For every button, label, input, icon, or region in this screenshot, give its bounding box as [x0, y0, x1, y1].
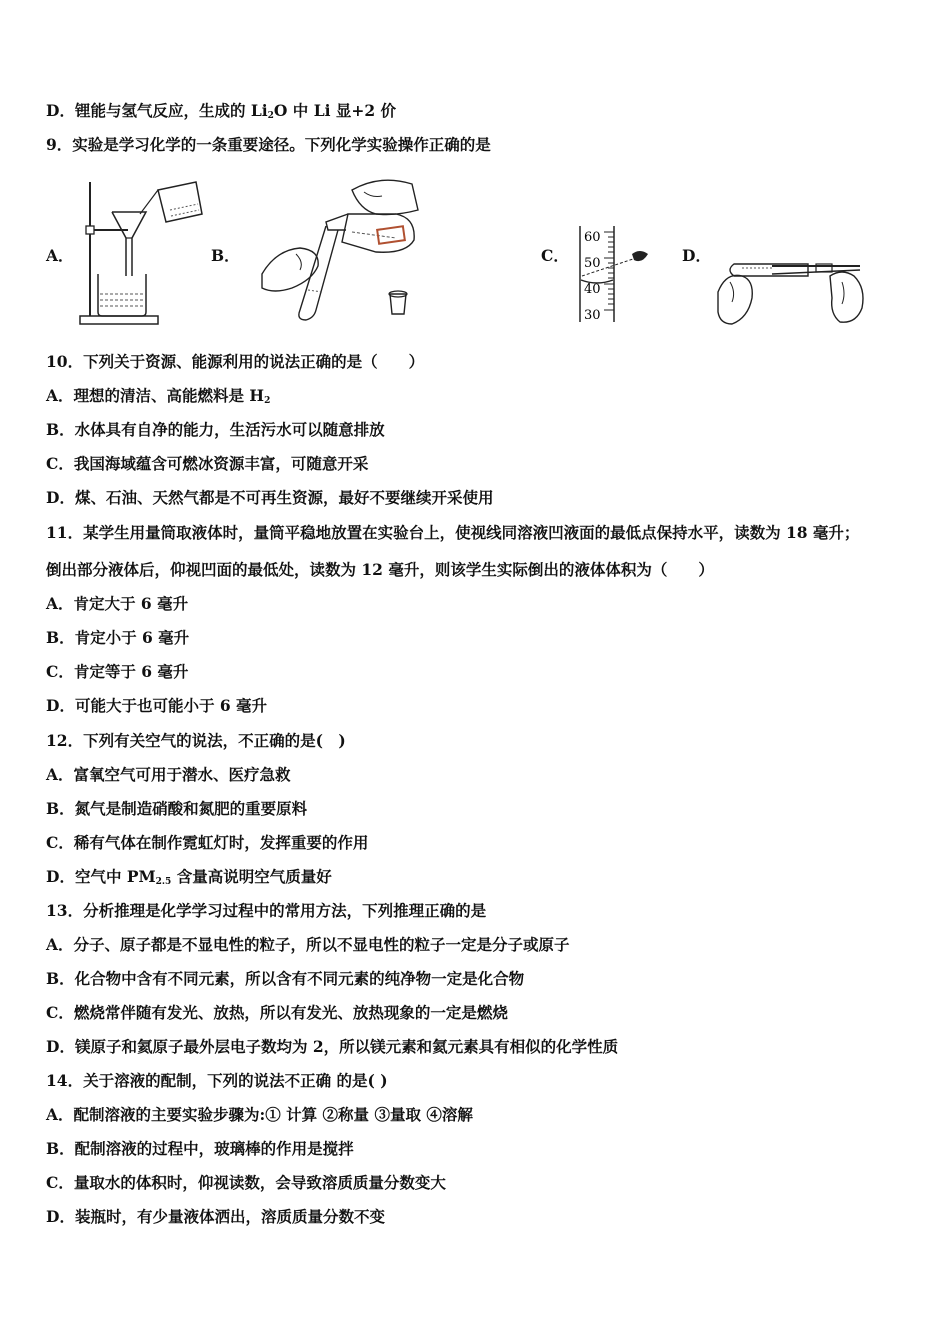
- q8-option-d: D．锂能与氢气反应，生成的 $Li_2O$ 中 Li 显+2 价: [46, 101, 397, 121]
- cylinder-tick-50: 50: [584, 256, 601, 271]
- q14-option-d: D．装瓶时，有少量液体洒出，溶质质量分数不变: [46, 1207, 385, 1226]
- q11-option-d: D．可能大于也可能小于 6 毫升: [46, 696, 268, 715]
- q11-option-b: B．肯定小于 6 毫升: [46, 628, 190, 647]
- q10-option-a: A．理想的清洁、高能燃料是 $H_2$: [46, 386, 271, 406]
- pouring-liquid-figure: [256, 170, 426, 322]
- q10-option-d: D．煤、石油、天然气都是不可再生资源，最好不要继续开采使用: [46, 488, 494, 507]
- q12-stem: 12．下列有关空气的说法，不正确的是( ): [46, 731, 346, 750]
- q12-option-c: C．稀有气体在制作霓虹灯时，发挥重要的作用: [46, 833, 369, 852]
- q11-option-a: A．肯定大于 6 毫升: [46, 594, 189, 613]
- q9-label-b: B．: [211, 246, 240, 265]
- q9-label-d: D．: [682, 246, 711, 265]
- q13-option-a: A．分子、原子都是不显电性的粒子，所以不显电性的粒子一定是分子或原子: [46, 935, 570, 954]
- cylinder-tick-40: 40: [584, 282, 601, 297]
- filtration-apparatus-figure: [74, 176, 210, 328]
- cylinder-tick-30: 30: [584, 308, 601, 323]
- heating-test-tube-figure: [712, 252, 872, 328]
- q9-stem: 9．实验是学习化学的一条重要途径。下列化学实验操作正确的是: [46, 135, 491, 154]
- q12-option-a: A．富氧空气可用于潜水、医疗急救: [46, 765, 291, 784]
- q14-option-a: A．配制溶液的主要实验步骤为:① 计算 ②称量 ③量取 ④溶解: [46, 1105, 473, 1124]
- q11-stem-line2: 倒出部分液体后，仰视凹面的最低处，读数为 12 毫升，则该学生实际倒出的液体体积为（ ）: [46, 560, 714, 579]
- cylinder-tick-60: 60: [584, 230, 601, 245]
- q10-stem: 10．下列关于资源、能源利用的说法正确的是（ ）: [46, 352, 425, 371]
- q13-option-d: D．镁原子和氦原子最外层电子数均为 2，所以镁元素和氦元素具有相似的化学性质: [46, 1037, 619, 1056]
- q13-option-c: C．燃烧常伴随有发光、放热，所以有发光、放热现象的一定是燃烧: [46, 1003, 508, 1022]
- q13-stem: 13．分析推理是化学学习过程中的常用方法，下列推理正确的是: [46, 901, 487, 920]
- q10-option-b: B．水体具有自净的能力，生活污水可以随意排放: [46, 420, 385, 439]
- q14-option-c: C．量取水的体积时，仰视读数，会导致溶质质量分数变大: [46, 1173, 446, 1192]
- q11-option-c: C．肯定等于 6 毫升: [46, 662, 189, 681]
- q12-option-b: B．氮气是制造硝酸和氮肥的重要原料: [46, 799, 308, 818]
- q13-option-b: B．化合物中含有不同元素，所以含有不同元素的纯净物一定是化合物: [46, 969, 525, 988]
- q14-stem: 14．关于溶液的配制，下列的说法不正确 的是( ): [46, 1071, 388, 1090]
- q9-label-c: C．: [541, 246, 569, 265]
- q9-label-a: A．: [46, 246, 74, 265]
- graduated-cylinder-reading-figure: [574, 224, 654, 326]
- q12-option-d: D．空气中 $PM_{2.5}$ 含量高说明空气质量好: [46, 867, 332, 887]
- q14-option-b: B．配制溶液的过程中，玻璃棒的作用是搅拌: [46, 1139, 354, 1158]
- q11-stem-line1: 11．某学生用量筒取液体时，量筒平稳地放置在实验台上，使视线同溶液凹液面的最低点保持水平，读数为 18 毫升；: [46, 523, 860, 542]
- q10-option-c: C．我国海域蕴含可燃冰资源丰富，可随意开采: [46, 454, 369, 473]
